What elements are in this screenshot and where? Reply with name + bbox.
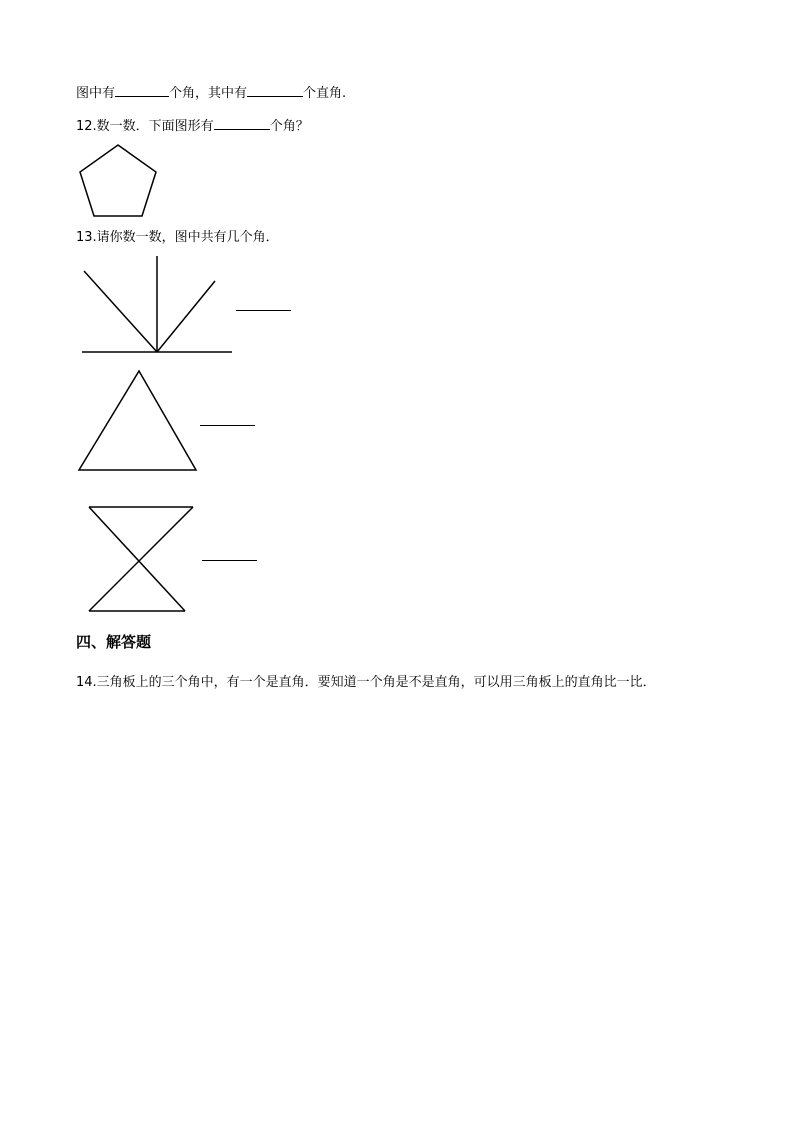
q12-answer-blank[interactable]: [214, 115, 270, 130]
hourglass-diagonal-1: [89, 507, 185, 611]
q13-line: 13.请你数一数，图中共有几个角．: [76, 230, 279, 245]
ray-left: [84, 271, 157, 352]
q11-line: [76, 82, 346, 103]
q12-line: [76, 115, 309, 136]
q11-answer-blank-1[interactable]: [115, 82, 169, 97]
section-heading: 四、解答题: [76, 633, 152, 651]
q12-text-prefix: 12.数一数．下面图形有: [76, 119, 214, 134]
q12-text-suffix: 个角？: [269, 119, 309, 134]
q14-line: 14.三角板上的三个角中，有一个是直角．要知道一个角是不是直角，可以用三角板上的直角比一比．: [76, 675, 656, 690]
figure3-answer-blank[interactable]: [202, 560, 257, 561]
hourglass-diagonal-2: [89, 507, 193, 611]
q11-text-2: 个角，其中有: [169, 86, 248, 101]
triangle-shape: [79, 371, 196, 470]
ray-right: [157, 281, 215, 352]
figure2-answer-blank[interactable]: [200, 425, 255, 426]
figure1-answer-blank[interactable]: [236, 310, 291, 311]
q11-answer-blank-2[interactable]: [247, 82, 303, 97]
q11-text-1: 图中有: [76, 86, 116, 101]
q11-text-3: 个直角.: [303, 86, 347, 101]
pentagon-shape: [80, 145, 156, 216]
